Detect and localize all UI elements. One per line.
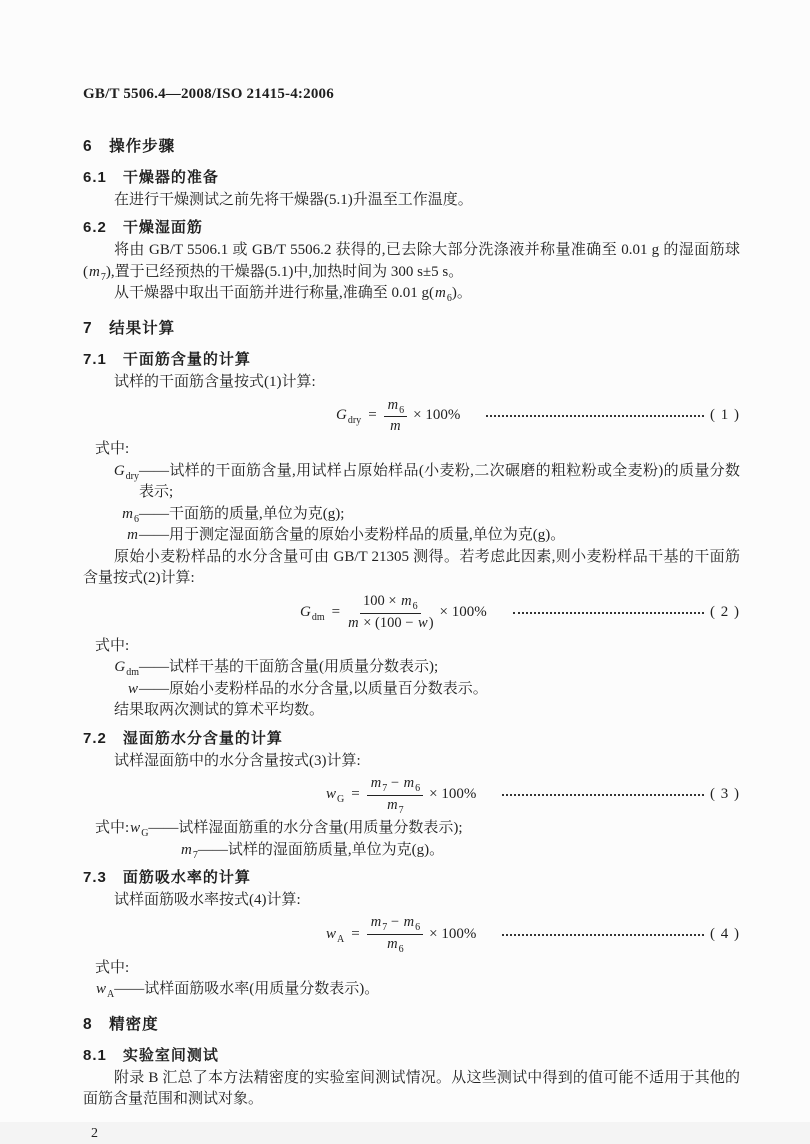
formula-2 <box>83 592 740 634</box>
equation-number: ( 4 ) <box>710 924 740 946</box>
definition-line <box>83 840 740 862</box>
text-run: 从干燥器中取出干面筋并进行称量,准确至 0.01 g( <box>114 285 434 301</box>
math-subscript: 7 <box>382 783 387 794</box>
section-6-heading: 6 操作步骤 <box>83 136 740 158</box>
text-run: 100 × <box>363 593 400 609</box>
math-variable: w <box>325 926 337 942</box>
equation-number: ( 2 ) <box>710 602 740 624</box>
where-label: 式中: <box>83 636 740 658</box>
paragraph-formula2-intro: 原始小麦粉样品的水分含量可由 GB/T 21305 测得。若考虑此因素,则小麦粉样品干基的干面筋含量按式(2)计算: <box>83 547 740 590</box>
math-variable: m <box>386 936 398 952</box>
fraction-denominator <box>386 796 403 816</box>
math-variable: m <box>386 797 398 813</box>
math-variable: w <box>95 981 107 997</box>
text-run: )。 <box>452 285 472 301</box>
math-variable: G <box>299 604 312 620</box>
fraction-denominator <box>347 614 433 632</box>
math-subscript: A <box>107 989 114 1000</box>
paragraph-average-note: 结果取两次测试的算术平均数。 <box>83 700 740 722</box>
math-subscript: dm <box>126 667 139 678</box>
section-7-3-heading: 7.3 面筋吸水率的计算 <box>83 867 740 888</box>
dotted-leader <box>502 934 704 936</box>
definition-term <box>95 679 139 701</box>
math-variable: m <box>403 914 415 930</box>
definition-description: ——试样湿面筋重的水分含量(用质量分数表示); <box>148 820 462 836</box>
math-subscript: 7 <box>101 272 106 283</box>
math-variable: G <box>335 407 348 423</box>
equals-sign: = <box>344 924 366 946</box>
math-variable: m <box>370 775 382 791</box>
definition-term <box>95 504 139 526</box>
definition-row <box>83 461 740 504</box>
definition-term <box>95 525 139 547</box>
paragraph-formula3-intro: 试样湿面筋中的水分含量按式(3)计算: <box>83 751 740 773</box>
math-variable: m <box>180 842 193 858</box>
paragraph-weigh-dry-gluten <box>83 283 740 305</box>
formula-multiplier: × 100% <box>423 784 476 806</box>
fraction-numerator <box>367 775 423 796</box>
document-header: GB/T 5506.4—2008/ISO 21415-4:2006 <box>83 84 740 106</box>
section-6-2-heading: 6.2 干燥湿面筋 <box>83 217 740 238</box>
math-subscript: 6 <box>399 944 404 955</box>
math-variable: G <box>113 463 126 479</box>
definition-row <box>83 525 740 547</box>
where-label: 式中: <box>83 958 740 980</box>
math-variable: G <box>113 659 126 675</box>
definition-description: ——试样干基的干面筋含量(用质量分数表示); <box>139 657 740 679</box>
section-7-1-heading: 7.1 干面筋含量的计算 <box>83 349 740 370</box>
math-subscript: 6 <box>134 514 139 525</box>
definition-term <box>95 461 139 504</box>
definition-description: ——干面筋的质量,单位为克(g); <box>139 504 740 526</box>
formula-multiplier: × 100% <box>434 602 487 624</box>
math-variable: m <box>370 914 382 930</box>
equals-sign: = <box>325 602 347 624</box>
paragraph-interlab-test: 附录 B 汇总了本方法精密度的实验室间测试情况。从这些测试中得到的值可能不适用于其他的面筋含量范围和测试对象。 <box>83 1068 740 1111</box>
fraction-numerator <box>360 593 421 614</box>
math-variable: m <box>121 506 134 522</box>
fraction-denominator <box>386 935 403 955</box>
text-run: × (100 − <box>360 615 417 631</box>
section-6-1-heading: 6.1 干燥器的准备 <box>83 167 740 188</box>
formula-lhs <box>325 784 344 806</box>
definition-row <box>83 657 740 679</box>
where-label: 式中: <box>95 820 129 836</box>
section-7-2-heading: 7.2 湿面筋水分含量的计算 <box>83 728 740 749</box>
math-subscript: dm <box>312 612 325 623</box>
paragraph-dry-wet-gluten <box>83 240 740 283</box>
definition-line <box>83 979 740 1001</box>
definition-description: ——试样面筋吸水率(用质量分数表示)。 <box>114 981 379 997</box>
math-subscript: 7 <box>193 850 198 861</box>
math-subscript: 6 <box>415 783 420 794</box>
formula-lhs <box>299 602 325 624</box>
section-7-heading: 7 结果计算 <box>83 318 740 340</box>
math-variable: w <box>127 681 139 697</box>
math-subscript: dry <box>348 415 361 426</box>
formula-4 <box>83 914 740 956</box>
fraction <box>367 775 423 816</box>
math-variable: m <box>400 593 412 609</box>
dotted-leader <box>486 415 704 417</box>
fraction-numerator <box>367 914 423 935</box>
fraction <box>347 593 433 632</box>
fraction <box>384 397 407 436</box>
math-subscript: 7 <box>382 922 387 933</box>
math-variable: m <box>88 264 101 280</box>
math-subscript: 6 <box>447 293 452 304</box>
definition-description: ——试样的干面筋含量,用试样占原始样品(小麦粉,二次碾磨的粗粒粉或全麦粉)的质量分数表示; <box>139 461 740 504</box>
definition-description: ——试样的湿面筋质量,单位为克(g)。 <box>198 842 444 858</box>
math-variable: w <box>325 786 337 802</box>
dotted-leader <box>513 612 704 614</box>
text-run: ),置于已经预热的干燥器(5.1)中,加热时间为 300 s±5 s。 <box>106 264 463 280</box>
formula-multiplier: × 100% <box>423 924 476 946</box>
formula-1 <box>83 395 740 437</box>
math-subscript: 6 <box>413 601 418 612</box>
math-subscript: G <box>337 794 344 805</box>
formula-lhs <box>325 924 344 946</box>
section-8-heading: 8 精密度 <box>83 1014 740 1036</box>
formula-3 <box>83 774 740 816</box>
equals-sign: = <box>344 784 366 806</box>
paragraph-formula4-intro: 试样面筋吸水率按式(4)计算: <box>83 890 740 912</box>
math-variable: m <box>347 615 359 631</box>
definition-description: ——用于测定湿面筋含量的原始小麦粉样品的质量,单位为克(g)。 <box>139 525 740 547</box>
fraction-numerator <box>384 397 407 418</box>
definition-term <box>95 657 139 679</box>
math-subscript: 7 <box>399 804 404 815</box>
where-label: 式中: <box>83 439 740 461</box>
formula-multiplier: × 100% <box>407 405 460 427</box>
equation-number: ( 1 ) <box>710 405 740 427</box>
math-subscript: 6 <box>415 922 420 933</box>
paragraph-dryer-prep: 在进行干燥测试之前先将干燥器(5.1)升温至工作温度。 <box>83 190 740 212</box>
fraction <box>367 914 423 955</box>
math-variable: w <box>417 615 429 631</box>
math-variable: m <box>389 418 401 434</box>
math-variable: m <box>126 527 139 543</box>
definition-row <box>83 679 740 701</box>
math-variable: m <box>434 285 447 301</box>
math-subscript: dry <box>126 471 139 482</box>
definition-line <box>83 818 740 840</box>
math-variable: m <box>403 775 415 791</box>
equation-number: ( 3 ) <box>710 784 740 806</box>
definition-row <box>83 504 740 526</box>
dotted-leader <box>502 794 704 796</box>
math-variable: w <box>129 820 141 836</box>
page-number: 2 <box>83 1123 740 1144</box>
text-run: − <box>387 775 402 791</box>
math-subscript: G <box>141 828 148 839</box>
math-subscript: 6 <box>399 404 404 415</box>
section-8-1-heading: 8.1 实验室间测试 <box>83 1045 740 1066</box>
math-subscript: A <box>337 934 344 945</box>
definition-description: ——原始小麦粉样品的水分含量,以质量百分数表示。 <box>139 679 740 701</box>
math-variable: m <box>387 397 399 413</box>
text-run: 将由 GB/T 5506.1 或 GB/T 5506.2 获得的,已去除大部分洗涤液并称量准确至 0.01 g 的湿面筋球( <box>83 242 740 280</box>
formula-lhs <box>335 405 361 427</box>
fraction-denominator <box>389 417 401 435</box>
paragraph-formula1-intro: 试样的干面筋含量按式(1)计算: <box>83 372 740 394</box>
text-run: ) <box>429 615 434 631</box>
text-run: − <box>387 914 402 930</box>
equals-sign: = <box>361 405 383 427</box>
